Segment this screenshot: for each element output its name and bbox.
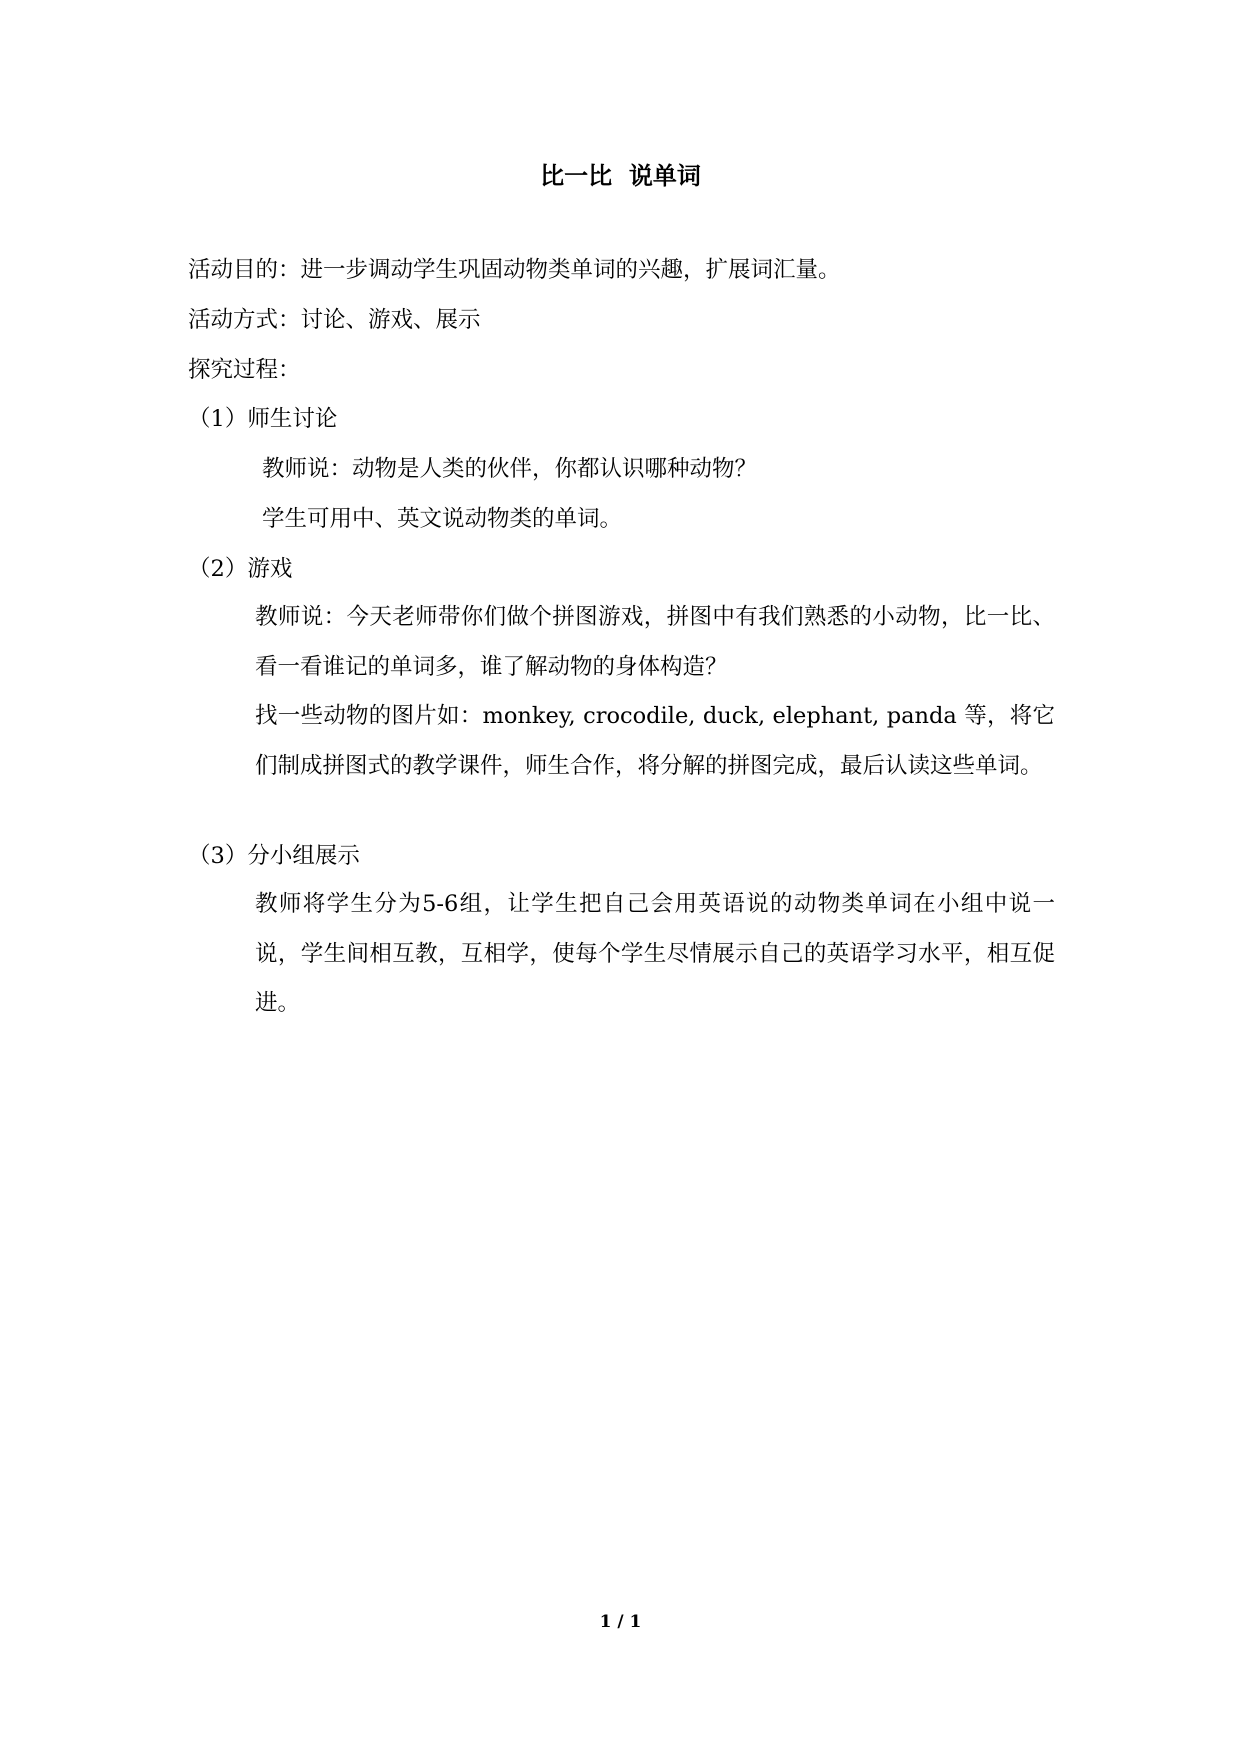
- activity-method: 活动方式：讨论、游戏、展示: [188, 307, 481, 333]
- activity-purpose: 活动目的：进一步调动学生巩固动物类单词的兴趣，扩展词汇量。: [188, 257, 841, 283]
- game-paragraph-pictures: 找一些动物的图片如：monkey, crocodile, duck, elephant, panda 等，将它们制成拼图式的教学课件，师生合作，将分解的拼图完成，最后认读这些单词。: [255, 703, 1055, 779]
- document-title: 比一比 说单词: [540, 161, 701, 190]
- page-number: 1 / 1: [599, 1612, 642, 1632]
- discussion-line-student: 学生可用中、英文说动物类的单词。: [262, 506, 623, 532]
- process-label: 探究过程：: [188, 357, 301, 383]
- section-heading-discussion: （1）师生讨论: [188, 406, 338, 432]
- discussion-line-teacher: 教师说：动物是人类的伙伴，你都认识哪种动物？: [262, 456, 758, 482]
- group-show-paragraph: 教师将学生分为5-6组，让学生把自己会用英语说的动物类单词在小组中说一说，学生间相互教，互相学，使每个学生尽情展示自己的英语学习水平，相互促进。: [255, 891, 1055, 1016]
- game-paragraph-teacher: 教师说：今天老师带你们做个拼图游戏，拼图中有我们熟悉的小动物，比一比、看一看谁记的单词多，谁了解动物的身体构造？: [255, 604, 1055, 680]
- section-heading-group-show: （3）分小组展示: [188, 843, 360, 869]
- section-heading-game: （2）游戏: [188, 556, 293, 582]
